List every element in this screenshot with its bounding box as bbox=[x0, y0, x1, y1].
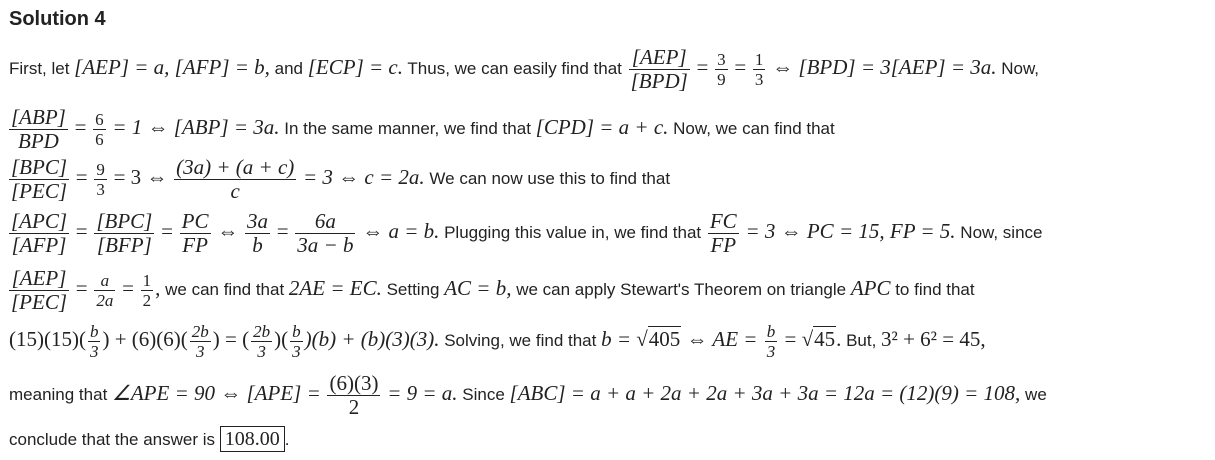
fraction-numerator: 2b bbox=[253, 322, 271, 341]
fraction-denominator: 2 bbox=[142, 291, 152, 310]
equals-sign: = bbox=[276, 218, 289, 243]
fraction-denominator: 3 bbox=[754, 70, 764, 89]
math-span: ⇔ [BPD] = 3[AEP] = 3a. bbox=[772, 54, 997, 79]
fraction-denominator: 3 bbox=[190, 341, 211, 361]
fraction-denominator: 3 bbox=[89, 342, 99, 361]
text-span: In the same manner, we find that bbox=[279, 118, 536, 138]
text-span: First, let bbox=[9, 58, 75, 78]
fraction bbox=[245, 210, 270, 257]
math-span: = 3 ⇔ c = 2a. bbox=[303, 164, 425, 189]
fraction-numerator: 1 bbox=[754, 50, 764, 69]
text-span: we can apply Stewart's Theorem on triangle bbox=[511, 279, 851, 299]
fraction bbox=[327, 372, 380, 419]
solution-line-1 bbox=[9, 46, 1039, 93]
text-span: to find that bbox=[890, 279, 975, 299]
math-span: 2AE = EC. bbox=[288, 275, 382, 300]
fraction-numerator: b bbox=[766, 322, 776, 341]
iff-symbol: ⇔ bbox=[217, 218, 239, 243]
math-span: APC bbox=[850, 275, 891, 300]
solution-line-7 bbox=[9, 372, 1047, 419]
math-span: AC = b, bbox=[444, 275, 512, 300]
fraction-denominator: 2a bbox=[96, 291, 114, 310]
radicand: 405 bbox=[648, 326, 681, 351]
text-span: Solving, we find that bbox=[439, 330, 602, 350]
square-root: √405 bbox=[636, 326, 681, 351]
math-span: [ECP] = c. bbox=[307, 54, 403, 79]
fraction bbox=[174, 156, 296, 203]
solution-line-5 bbox=[9, 267, 975, 314]
math-span: (15)(15)( bbox=[9, 326, 86, 351]
answer-box: 108.00 bbox=[220, 426, 285, 452]
text-span: conclude that the answer is bbox=[9, 430, 220, 449]
fraction bbox=[94, 160, 107, 199]
fraction-denominator: [BPD] bbox=[630, 69, 688, 93]
fraction bbox=[141, 271, 154, 310]
fraction bbox=[715, 50, 728, 89]
fraction-numerator: 3 bbox=[717, 50, 726, 69]
fraction-denominator: [AFP] bbox=[9, 233, 69, 257]
fraction-numerator: (6)(3) bbox=[329, 371, 379, 395]
fraction-denominator: 3a − b bbox=[297, 233, 354, 257]
fraction bbox=[290, 322, 303, 361]
text-span: We can now use this to find that bbox=[424, 168, 671, 188]
fraction-numerator: 2b bbox=[191, 322, 209, 341]
math-span: ∠APE = 90 ⇔ [APE] = bbox=[112, 380, 321, 405]
equals-sign: = bbox=[161, 218, 173, 243]
fraction-numerator: 3a bbox=[246, 209, 268, 233]
fraction-numerator: 9 bbox=[96, 160, 105, 179]
fraction bbox=[9, 267, 69, 314]
fraction bbox=[708, 210, 739, 257]
math-span: [AEP] = a, [AFP] = b, bbox=[74, 54, 270, 79]
solution-line-4 bbox=[9, 210, 1043, 257]
math-span: b = bbox=[601, 326, 637, 351]
fraction-numerator: [APC] bbox=[11, 209, 68, 233]
fraction bbox=[251, 322, 272, 361]
fraction-numerator: PC bbox=[181, 209, 209, 233]
math-span: [ABC] = a + a + 2a + 2a + 3a + 3a = 12a = (12)(9) = 108, bbox=[509, 380, 1021, 405]
text-span: we can find that bbox=[160, 279, 289, 299]
equals-sign: = bbox=[75, 164, 88, 189]
math-span: [CPD] = a + c. bbox=[535, 114, 669, 139]
fraction-numerator: 1 bbox=[142, 271, 152, 290]
period: . bbox=[284, 430, 290, 449]
fraction bbox=[765, 322, 778, 361]
radicand: 45 bbox=[814, 326, 836, 351]
fraction-denominator: FP bbox=[708, 233, 739, 257]
fraction-numerator: [ABP] bbox=[11, 105, 66, 129]
comma: , bbox=[155, 275, 161, 300]
fraction bbox=[88, 322, 101, 361]
fraction bbox=[180, 210, 211, 257]
fraction-denominator: 6 bbox=[95, 130, 104, 149]
solution-line-6 bbox=[9, 322, 986, 361]
fraction-numerator: a bbox=[100, 271, 110, 290]
solution-line-3 bbox=[9, 156, 670, 203]
fraction bbox=[629, 46, 690, 93]
fraction bbox=[753, 50, 766, 89]
fraction-numerator: 6 bbox=[95, 110, 104, 129]
fraction bbox=[94, 271, 115, 310]
fraction-denominator: [PEC] bbox=[11, 179, 68, 203]
text-span: and bbox=[269, 58, 308, 78]
fraction bbox=[93, 110, 106, 149]
math-span: ⇔ a = b. bbox=[362, 218, 440, 243]
fraction bbox=[9, 106, 68, 153]
fraction-denominator: BPD bbox=[9, 129, 68, 153]
solution-line-8 bbox=[9, 426, 289, 452]
fraction-denominator: [BFP] bbox=[94, 233, 154, 257]
math-span: = 3 ⇔ PC = 15, FP = 5. bbox=[745, 218, 956, 243]
math-span: = 3 ⇔ bbox=[113, 164, 168, 189]
fraction-numerator: [BPC] bbox=[96, 209, 153, 233]
math-span: ) + (6)(6)( bbox=[102, 326, 188, 351]
equals-sign: = bbox=[122, 275, 134, 300]
equals-sign: = bbox=[75, 218, 88, 243]
fraction-denominator: b bbox=[245, 233, 270, 257]
fraction-numerator: 6a bbox=[314, 209, 336, 233]
fraction bbox=[190, 322, 211, 361]
math-span: = 1 ⇔ [ABP] = 3a. bbox=[112, 114, 280, 139]
text-span: Setting bbox=[381, 279, 445, 299]
text-span: But, bbox=[841, 330, 882, 350]
equals-sign: = bbox=[734, 54, 747, 79]
text-span: Now, we can find that bbox=[668, 118, 835, 138]
fraction-numerator: b bbox=[292, 322, 301, 341]
text-span: Now, bbox=[996, 58, 1040, 78]
fraction bbox=[295, 210, 355, 257]
fraction-denominator: 3 bbox=[96, 180, 105, 199]
fraction-numerator: b bbox=[89, 322, 99, 341]
text-span: Thus, we can easily find that bbox=[402, 58, 627, 78]
fraction-denominator: [PEC] bbox=[11, 290, 68, 314]
fraction-numerator: [BPC] bbox=[11, 155, 68, 179]
fraction-denominator: 3 bbox=[251, 341, 272, 361]
math-span: = 9 = a. bbox=[387, 380, 458, 405]
math-span: )( bbox=[274, 326, 289, 351]
fraction-denominator: 3 bbox=[292, 342, 301, 361]
text-span: Now, since bbox=[955, 222, 1043, 242]
math-span: = bbox=[779, 326, 802, 351]
fraction bbox=[9, 156, 69, 203]
fraction-denominator: c bbox=[174, 179, 296, 203]
math-span: ) = ( bbox=[212, 326, 250, 351]
fraction-denominator: 3 bbox=[766, 342, 776, 361]
fraction bbox=[94, 210, 154, 257]
fraction-denominator: 9 bbox=[717, 70, 726, 89]
math-span: . bbox=[836, 326, 842, 351]
math-span: ⇔ AE = bbox=[681, 326, 763, 351]
fraction-denominator: 2 bbox=[327, 395, 380, 419]
fraction-numerator: [AEP] bbox=[631, 45, 687, 69]
text-span: Plugging this value in, we find that bbox=[439, 222, 706, 242]
fraction-numerator: [AEP] bbox=[11, 266, 67, 290]
square-root: √45 bbox=[801, 326, 836, 351]
text-span: we bbox=[1020, 384, 1047, 404]
text-span: meaning that bbox=[9, 384, 113, 404]
math-span: )(b) + (b)(3)(3). bbox=[304, 326, 440, 351]
fraction bbox=[9, 210, 69, 257]
equals-sign: = bbox=[696, 54, 709, 79]
solution-heading: Solution 4 bbox=[9, 8, 106, 30]
fraction-numerator: FC bbox=[709, 209, 737, 233]
fraction-numerator: (3a) + (a + c) bbox=[176, 155, 295, 179]
math-span: 3² + 6² = 45, bbox=[881, 326, 986, 351]
solution-line-2 bbox=[9, 106, 835, 153]
text-span: Since bbox=[457, 384, 510, 404]
equals-sign: = bbox=[74, 114, 87, 139]
fraction-denominator: FP bbox=[180, 233, 211, 257]
equals-sign: = bbox=[75, 275, 88, 300]
